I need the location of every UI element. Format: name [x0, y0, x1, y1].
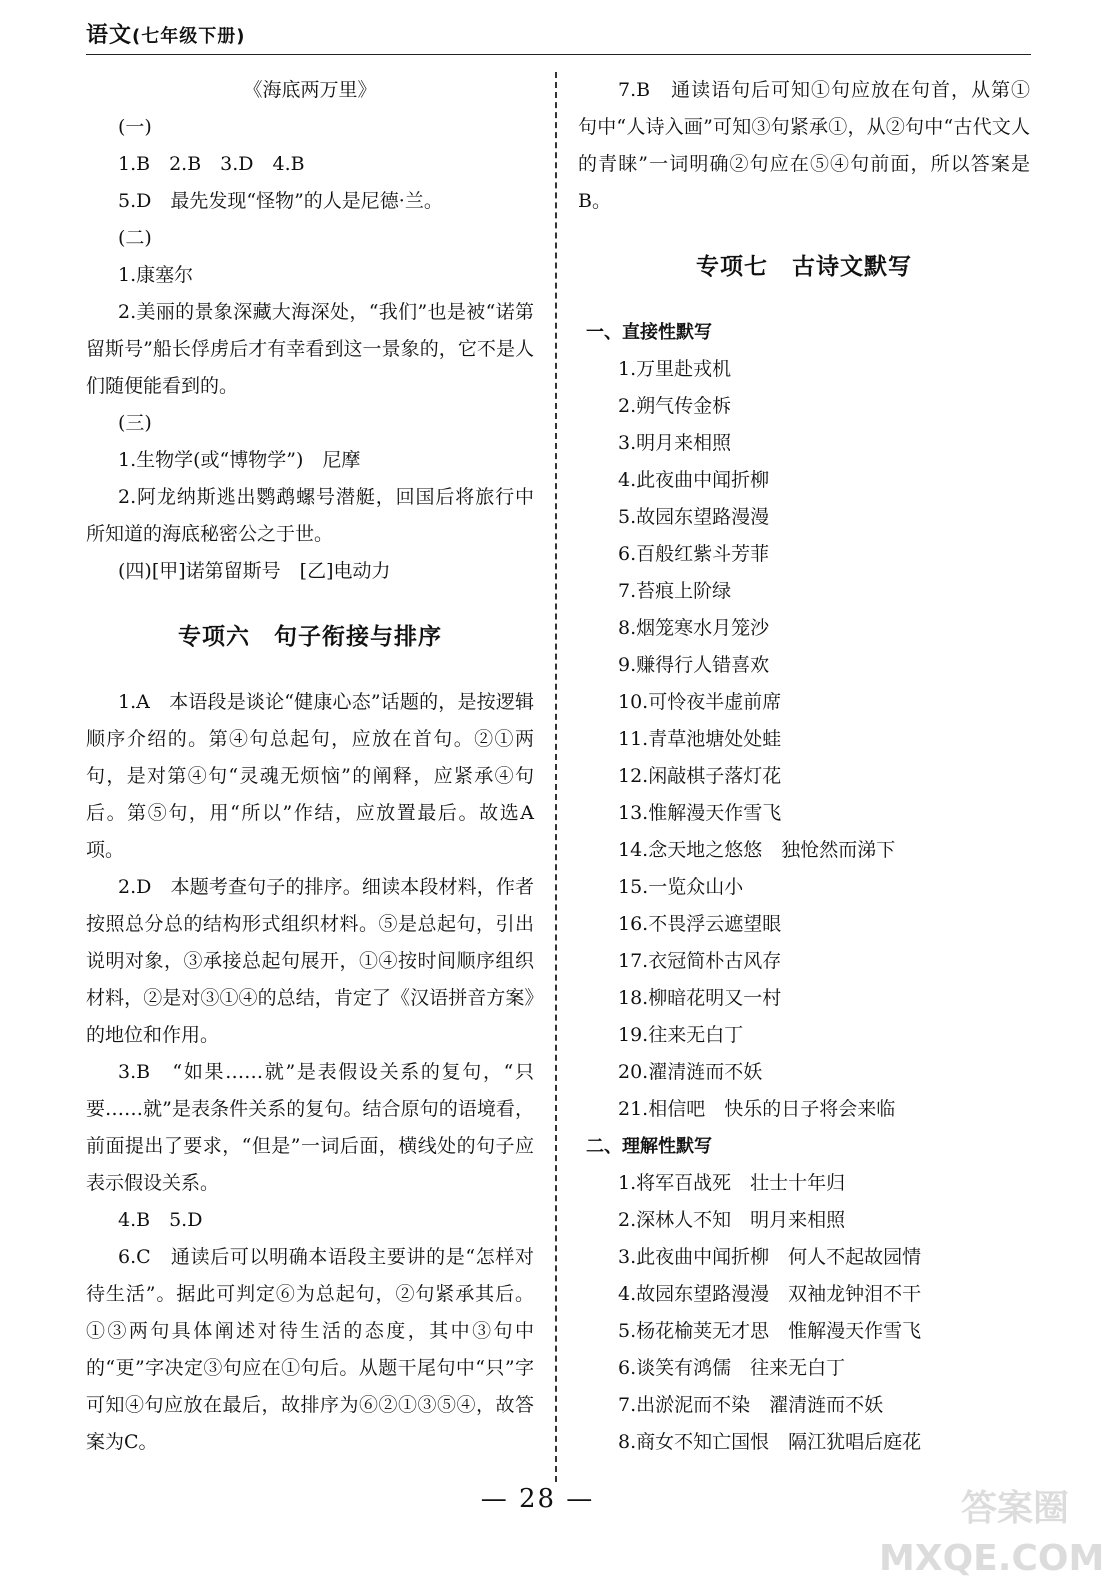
list-item: 18.柳暗花明又一村 — [618, 987, 782, 1009]
list-item: 4.故园东望路漫漫 双袖龙钟泪不干 — [618, 1283, 922, 1305]
answer-paragraph: 1.A 本语段是谈论“健康心态”话题的，是按逻辑顺序介绍的。第④句总起句，应放在首句。②①两句，是对第④句“灵魂无烦恼”的阐释，应紧承④句后。第⑤句，用“所以”作结，应放置最后。故选A项。 — [86, 691, 534, 861]
list-item: 13.惟解漫天作雪飞 — [618, 802, 782, 824]
list-item: 14.念天地之悠悠 独怆然而涕下 — [618, 839, 896, 861]
answer-paragraph: 7.B 通读语句后可知①句应放在句首，从第①句中“人诗入画”可知③句紧承①，从②句中“古代文人的青睐”一词明确②句应在⑤④句前面，所以答案是B。 — [578, 79, 1030, 212]
answer-line: (四)[甲]诺第留斯号 [乙]电动力 — [118, 560, 391, 582]
right-column — [578, 72, 1030, 1461]
list-item: 9.赚得行人错喜欢 — [618, 654, 770, 676]
list-item: 6.谈笑有鸿儒 往来无白丁 — [618, 1357, 846, 1379]
list-item: 10.可怜夜半虚前席 — [618, 691, 782, 713]
subsection-heading: 二、理解性默写 — [586, 1136, 712, 1157]
direct-recitation-list — [578, 351, 1030, 1128]
header-divider — [86, 54, 1031, 55]
understanding-recitation-list — [578, 1165, 1030, 1461]
answer-line: 4.B 5.D — [118, 1209, 203, 1231]
list-item: 5.故园东望路漫漫 — [618, 506, 770, 528]
list-item: 17.衣冠简朴古风存 — [618, 950, 782, 972]
subsection-heading: 一、直接性默写 — [586, 322, 712, 343]
list-item: 7.出淤泥而不染 濯清涟而不妖 — [618, 1394, 884, 1416]
subject-title: 语文 — [86, 23, 133, 48]
part-label: (三) — [118, 412, 152, 434]
list-item: 15.一览众山小 — [618, 876, 744, 898]
part-label: (一) — [118, 116, 152, 138]
list-item: 21.相信吧 快乐的日子将会来临 — [618, 1098, 896, 1120]
part-label: (二) — [118, 227, 152, 249]
list-item: 2.深林人不知 明月来相照 — [618, 1209, 846, 1231]
list-item: 11.青草池塘处处蛙 — [618, 728, 782, 750]
list-item: 3.明月来相照 — [618, 432, 732, 454]
list-item: 8.商女不知亡国恨 隔江犹唱后庭花 — [618, 1431, 922, 1453]
column-divider — [555, 72, 557, 1482]
section-heading: 专项七 古诗文默写 — [696, 254, 912, 280]
answer-line: 5.D 最先发现“怪物”的人是尼德·兰。 — [118, 190, 443, 212]
section-heading: 专项六 句子衔接与排序 — [178, 624, 442, 650]
list-item: 3.此夜曲中闻折柳 何人不起故园情 — [618, 1246, 922, 1268]
list-item: 8.烟笼寒水月笼沙 — [618, 617, 770, 639]
answer-paragraph: 3.B “如果……就”是表假设关系的复句，“只要……就”是表条件关系的复句。结合原句的语境看，前面提出了要求，“但是”一词后面，横线处的句子应表示假设关系。 — [86, 1061, 534, 1194]
grade-subtitle: (七年级下册) — [132, 26, 246, 47]
page-header — [86, 18, 245, 49]
list-item: 7.苔痕上阶绿 — [618, 580, 732, 602]
list-item: 4.此夜曲中闻折柳 — [618, 469, 770, 491]
book-title: 《海底两万里》 — [243, 79, 377, 101]
answer-paragraph: 2.美丽的景象深藏大海深处，“我们”也是被“诺第留斯号”船长俘虏后才有幸看到这一景象的，它不是人们随便能看到的。 — [86, 301, 534, 397]
answer-line: 1.B 2.B 3.D 4.B — [118, 153, 305, 175]
list-item: 5.杨花榆荚无才思 惟解漫天作雪飞 — [618, 1320, 922, 1342]
list-item: 2.朔气传金柝 — [618, 395, 732, 417]
answer-line: 1.生物学(或“博物学”) 尼摩 — [118, 449, 361, 471]
list-item: 20.濯清涟而不妖 — [618, 1061, 763, 1083]
list-item: 16.不畏浮云遮望眼 — [618, 913, 782, 935]
answer-paragraph: 2.D 本题考查句子的排序。细读本段材料，作者按照总分总的结构形式组织材料。⑤是总起句，引出说明对象，③承接总起句展开，①④按时间顺序组织材料，②是对③①④的总结，肯定了《汉语拼音方案》的地位和作用。 — [86, 876, 534, 1046]
list-item: 6.百般红紫斗芳菲 — [618, 543, 770, 565]
watermark-logo: 答案圈 MXQE.COM — [879, 1488, 1104, 1579]
list-item: 12.闲敲棋子落灯花 — [618, 765, 782, 787]
answer-paragraph: 6.C 通读后可以明确本语段主要讲的是“怎样对待生活”。据此可判定⑥为总起句，②句紧承其后。①③两句具体阐述对待生活的态度，其中③句中的“更”字决定③句应在①句后。从题干尾句中“只”字可知④句应放在最后，故排序为⑥②①③⑤④，故答案为C。 — [86, 1246, 534, 1453]
page-number: — 28 — — [480, 1484, 595, 1514]
list-item: 1.万里赴戎机 — [618, 358, 732, 380]
list-item: 19.往来无白丁 — [618, 1024, 744, 1046]
answer-line: 1.康塞尔 — [118, 264, 194, 286]
answer-paragraph: 2.阿龙纳斯逃出鹦鹉螺号潜艇，回国后将旅行中所知道的海底秘密公之于世。 — [86, 486, 534, 545]
left-column — [86, 72, 534, 1461]
list-item: 1.将军百战死 壮士十年归 — [618, 1172, 846, 1194]
